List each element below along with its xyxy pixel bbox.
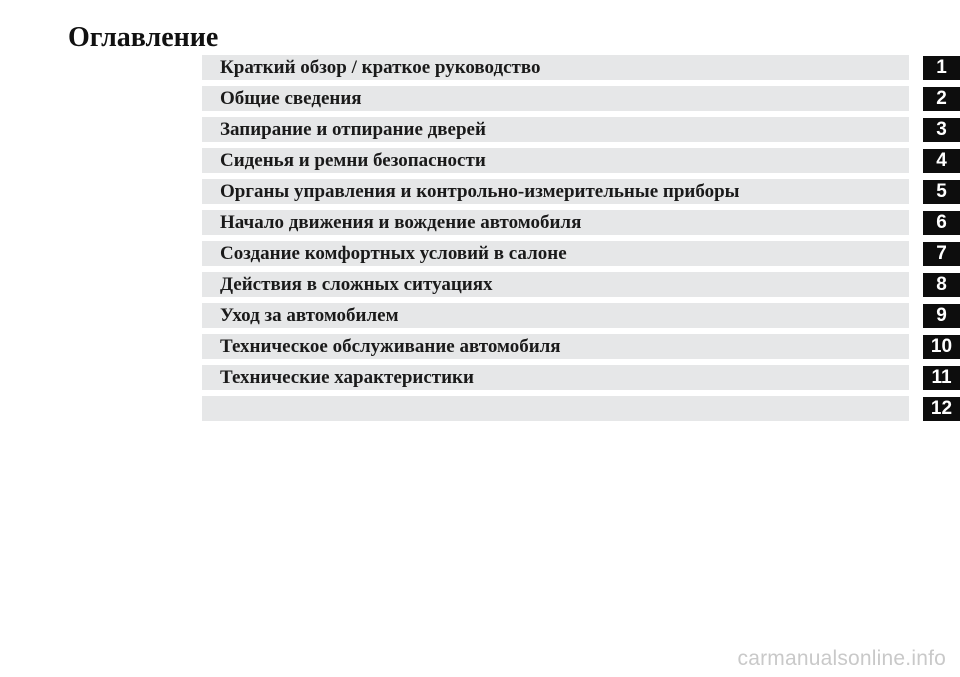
- chapter-tab-10[interactable]: 10: [923, 335, 960, 359]
- table-of-contents: [0, 55, 960, 427]
- toc-item-label: Создание комфортных условий в салоне: [220, 243, 567, 264]
- chapter-tab-9[interactable]: 9: [923, 304, 960, 328]
- toc-item-11[interactable]: [202, 365, 909, 390]
- toc-row-9: [0, 303, 960, 334]
- toc-item-7[interactable]: [202, 241, 909, 266]
- chapter-tab-7[interactable]: 7: [923, 242, 960, 266]
- toc-item-label: Органы управления и контрольно-измерительные приборы: [220, 181, 740, 202]
- toc-item-10[interactable]: [202, 334, 909, 359]
- chapter-tab-4[interactable]: 4: [923, 149, 960, 173]
- watermark: carmanualsonline.info: [737, 647, 946, 670]
- page-title: Оглавление: [68, 22, 219, 53]
- chapter-tab-8[interactable]: 8: [923, 273, 960, 297]
- chapter-tab-5[interactable]: 5: [923, 180, 960, 204]
- toc-item-2[interactable]: [202, 86, 909, 111]
- toc-row-4: [0, 148, 960, 179]
- toc-row-11: [0, 365, 960, 396]
- chapter-tab-1[interactable]: 1: [923, 56, 960, 80]
- toc-row-12: [0, 396, 960, 427]
- chapter-tab-11[interactable]: 11: [923, 366, 960, 390]
- toc-item-8[interactable]: [202, 272, 909, 297]
- chapter-tab-2[interactable]: 2: [923, 87, 960, 111]
- chapter-tab-12[interactable]: 12: [923, 397, 960, 421]
- toc-item-9[interactable]: [202, 303, 909, 328]
- chapter-tab-6[interactable]: 6: [923, 211, 960, 235]
- toc-row-10: [0, 334, 960, 365]
- toc-item-4[interactable]: [202, 148, 909, 173]
- toc-item-1[interactable]: [202, 55, 909, 80]
- toc-item-6[interactable]: [202, 210, 909, 235]
- toc-row-1: [0, 55, 960, 86]
- toc-item-label: Уход за автомобилем: [220, 305, 399, 326]
- toc-item-3[interactable]: [202, 117, 909, 142]
- toc-item-label: Сиденья и ремни безопасности: [220, 150, 486, 171]
- toc-item-label: Действия в сложных ситуациях: [220, 274, 493, 295]
- chapter-tab-3[interactable]: 3: [923, 118, 960, 142]
- toc-row-3: [0, 117, 960, 148]
- toc-item-label: Краткий обзор / краткое руководство: [220, 57, 541, 78]
- toc-item-12[interactable]: [202, 396, 909, 421]
- toc-row-7: [0, 241, 960, 272]
- toc-row-5: [0, 179, 960, 210]
- toc-item-label: Технические характеристики: [220, 367, 474, 388]
- toc-row-6: [0, 210, 960, 241]
- toc-item-label: Общие сведения: [220, 88, 362, 109]
- toc-item-label: Запирание и отпирание дверей: [220, 119, 486, 140]
- toc-item-label: Начало движения и вождение автомобиля: [220, 212, 582, 233]
- toc-item-label: Техническое обслуживание автомобиля: [220, 336, 561, 357]
- toc-row-8: [0, 272, 960, 303]
- toc-item-5[interactable]: [202, 179, 909, 204]
- toc-row-2: [0, 86, 960, 117]
